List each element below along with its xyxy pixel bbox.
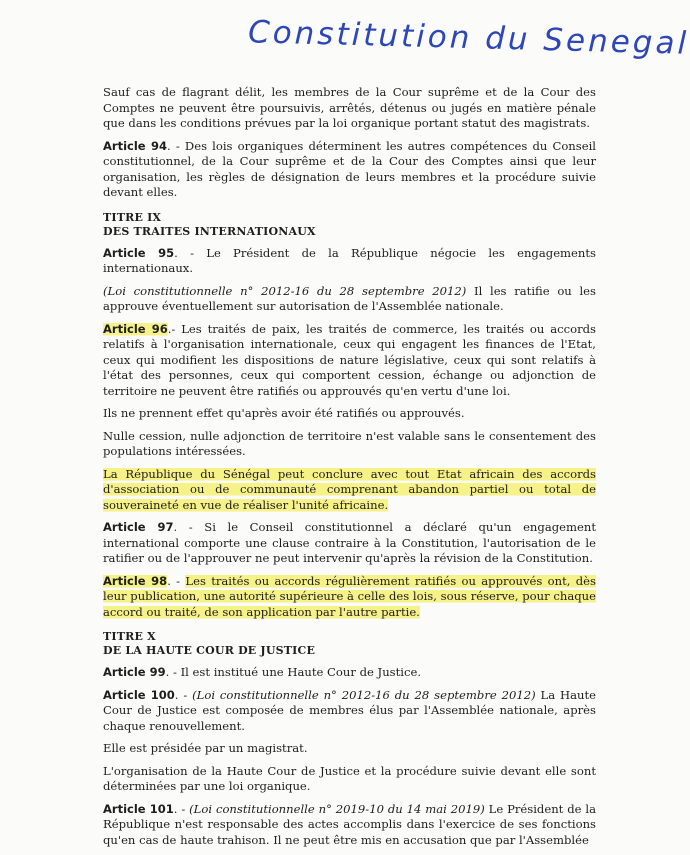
article-paragraph — [103, 139, 596, 201]
article-separator: .- — [167, 321, 182, 336]
section-title-line: TITRE X — [103, 630, 156, 643]
section-title-line: TITRE IX — [103, 210, 162, 224]
paragraph — [103, 406, 596, 422]
article-label: Article 98 — [103, 573, 168, 588]
paragraph-text: La Haute Cour de Justice est composée de membres élus par l'Assemblée nationale, après chaque renouvellement. — [103, 687, 596, 733]
paragraph-text: Sauf cas de flagrant délit, les membres de la Cour suprême et de la Cour des Comptes ne peuvent être poursuivis, arrêtés, détenus ou jugés en matière pénale que dans les conditions prévues par la loi organique portant statut des magistrats. — [103, 85, 596, 130]
paragraph-text: Nulle cession, nulle adjonction de territoire n'est valable sans le consentement des populations intéressées. — [103, 428, 596, 458]
article-separator: . - — [167, 573, 186, 588]
article-separator: . - — [165, 665, 181, 679]
article-label: Article 97 — [103, 520, 174, 534]
paragraph-text: Des lois organiques déterminent les autres compétences du Conseil constitutionnel, de la Cour suprême et de la Cour des Comptes ainsi que leur organisation, les règles de désignation de leurs membres et la procédure suivie devant elles. — [103, 138, 597, 199]
article-separator: . - — [173, 801, 190, 816]
legal-reference: (Loi constitutionnelle n° 2012-16 du 28 septembre 2012) — [103, 283, 467, 298]
paragraph-text: La République du Sénégal peut conclure avec tout Etat africain des accords d'association ou de communauté comprenant abandon partiel ou total de souveraineté en vue de réaliser l'unité africaine. — [103, 466, 596, 512]
article-separator: . - — [173, 520, 205, 534]
paragraph-text: Le Président de la République n'est responsable des actes accomplis dans l'exercice de ses fonctions qu'en cas de haute trahison. Il ne peut être mis en accusation que par l'Assemblée — [103, 801, 597, 847]
document-body — [103, 85, 596, 855]
legal-reference: (Loi constitutionnelle n° 2012-16 du 28 septembre 2012) — [192, 687, 536, 702]
paragraph — [103, 429, 596, 460]
paragraph-text: Elle est présidée par un magistrat. — [103, 741, 308, 755]
article-paragraph — [103, 574, 596, 621]
section-title — [103, 630, 596, 658]
paragraph — [103, 85, 596, 132]
article-separator: . - — [167, 138, 185, 153]
paragraph-text: Le Président de la République négocie les engagements internationaux. — [103, 245, 596, 275]
handwritten-title: Constitution du Senegal — [247, 14, 690, 62]
paragraph-text: Les traités ou accords régulièrement ratifiés ou approuvés ont, dès leur publication, une autorité supérieure à celle des lois, sous réserve, pour chaque accord ou traité, de son application par l'autre partie. — [103, 573, 596, 619]
paragraph-text: Il les ratifie ou les approuve éventuellement sur autorisation de l'Assemblée nationale. — [103, 283, 596, 313]
article-label: Article 100 — [103, 687, 175, 702]
paragraph-text: Les traités de paix, les traités de commerce, les traités ou accords relatifs à l'organisation internationale, ceux qui engagent les finances de l'Etat, ceux qui modifient les dispositions de nature législative, ceux qui sont relatifs à l'état des personnes, ceux qui comportent cession, échange ou adjonction de territoire ne peuvent être ratifiés ou approuvés qu'en vertu d'une loi. — [103, 321, 597, 398]
article-paragraph — [103, 246, 596, 277]
paragraph-text: Il est institué une Haute Cour de Justice. — [180, 665, 422, 679]
paragraph — [103, 741, 596, 757]
article-paragraph — [103, 520, 596, 567]
section-title-line: DES TRAITES INTERNATIONAUX — [103, 224, 316, 238]
legal-reference: (Loi constitutionnelle n° 2019-10 du 14 mai 2019) — [189, 801, 485, 816]
article-paragraph — [103, 688, 596, 735]
article-paragraph — [103, 802, 596, 849]
article-separator: . - — [174, 245, 207, 260]
paragraph — [103, 764, 596, 795]
article-label: Article 94 — [103, 138, 168, 153]
article-label: Article 101 — [103, 801, 174, 816]
paragraph — [103, 467, 596, 514]
article-label: Article 96 — [103, 321, 168, 336]
paragraph-text: Ils ne prennent effet qu'après avoir été ratifiés ou approuvés. — [103, 406, 465, 420]
section-title-line: DE LA HAUTE COUR DE JUSTICE — [103, 644, 316, 657]
article-label: Article 99 — [103, 665, 166, 679]
section-title — [103, 211, 596, 239]
article-paragraph — [103, 322, 596, 400]
paragraph-text: Si le Conseil constitutionnel a déclaré qu'un engagement international comporte une clause contraire à la Constitution, l'autorisation de le ratifier ou de l'approuver ne peut intervenir qu'après la révision de la Constitution. — [103, 520, 596, 565]
article-paragraph — [103, 665, 596, 681]
article-label: Article 95 — [103, 245, 175, 260]
paragraph — [103, 284, 596, 315]
paragraph-text: L'organisation de la Haute Cour de Justice et la procédure suivie devant elle sont déterminées par une loi organique. — [103, 763, 596, 793]
article-separator: . - — [174, 687, 193, 702]
